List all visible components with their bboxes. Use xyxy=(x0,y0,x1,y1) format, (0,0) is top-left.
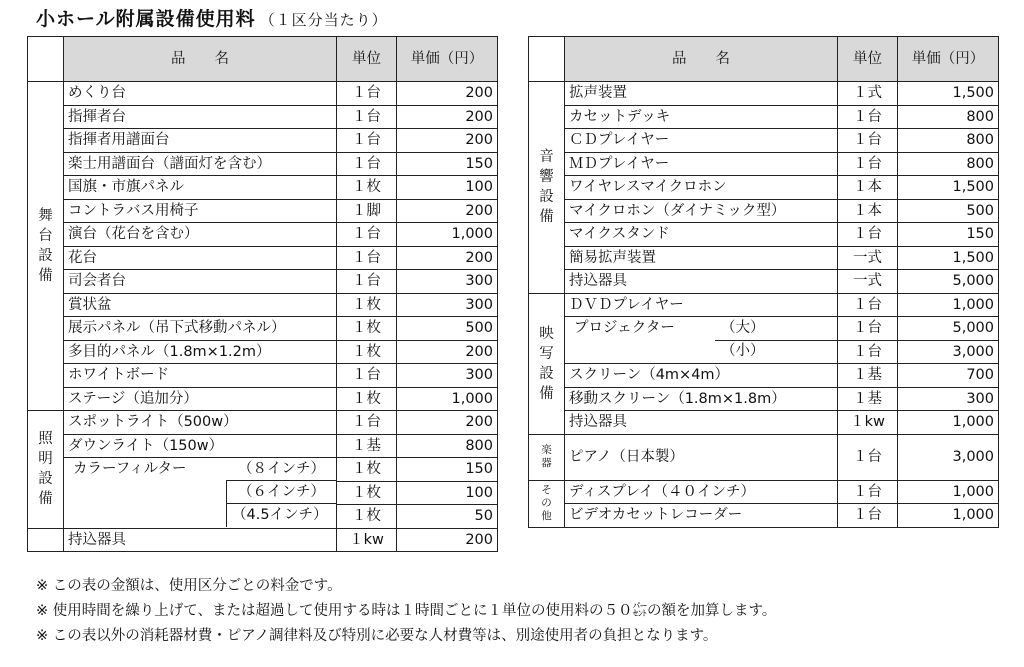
item-unit: １基 xyxy=(838,387,898,411)
filter-divider xyxy=(226,481,227,527)
item-price: 5,000 xyxy=(898,317,999,341)
item-unit: １枚 xyxy=(337,293,397,317)
item-unit: １台 xyxy=(337,364,397,388)
item-unit: １枚 xyxy=(337,176,397,200)
table-row xyxy=(28,340,498,364)
item-unit: １枚 xyxy=(337,387,397,411)
item-unit: １台 xyxy=(337,82,397,106)
item-unit: １台 xyxy=(337,411,397,435)
table-row xyxy=(28,199,498,223)
table-row xyxy=(28,387,498,411)
filter-divider xyxy=(226,503,336,504)
group-label-lighting: 照 明 設 備 xyxy=(28,411,64,529)
table-header-row xyxy=(28,37,498,82)
item-name: 持込器具 xyxy=(565,270,838,294)
table-row xyxy=(529,223,999,247)
item-name: スクリーン（4m×4m） xyxy=(565,364,838,388)
table-row xyxy=(28,129,498,153)
item-name: 展示パネル（吊下式移動パネル） xyxy=(64,317,337,341)
item-name: ＭＤプレイヤー xyxy=(565,152,838,176)
item-name: 演台（花台を含む） xyxy=(64,223,337,247)
table-row xyxy=(529,364,999,388)
table-row xyxy=(28,458,498,482)
item-price: 800 xyxy=(898,105,999,129)
item-unit: １枚 xyxy=(337,340,397,364)
item-unit: １台 xyxy=(838,317,898,341)
note-line: ※ 使用時間を繰り上げて、または超過して使用する時は１時間ごとに１単位の使用料の５０㌫の額を加算します。 xyxy=(36,603,777,619)
item-name: 国旗・市旗パネル xyxy=(64,176,337,200)
item-name: ＤＶＤプレイヤー xyxy=(565,293,838,317)
group-label-stage: 舞 台 設 備 xyxy=(28,82,64,411)
item-unit: １台 xyxy=(838,105,898,129)
item-name: マイクスタンド xyxy=(565,223,838,247)
right-fee-table xyxy=(528,36,999,528)
table-row xyxy=(28,317,498,341)
item-unit: １枚 xyxy=(337,458,397,482)
item-price: 1,500 xyxy=(898,246,999,270)
item-name: ビデオカセットレコーダー xyxy=(565,504,838,528)
item-unit: １台 xyxy=(838,223,898,247)
item-price: 200 xyxy=(397,246,498,270)
projector-label: プロジェクター xyxy=(574,320,675,336)
note-line: ※ この表の金額は、使用区分ごとの料金です。 xyxy=(36,578,342,594)
item-unit: １kw xyxy=(337,528,397,552)
table-row xyxy=(529,105,999,129)
item-price: 1,000 xyxy=(898,480,999,504)
group-label-instrument: 楽 器 xyxy=(529,434,565,480)
header-corner xyxy=(28,37,64,82)
item-name: ＣＤプレイヤー xyxy=(565,129,838,153)
table-row xyxy=(529,82,999,106)
item-name: カセットデッキ xyxy=(565,105,838,129)
item-price: 1,500 xyxy=(898,176,999,200)
item-unit: １脚 xyxy=(337,199,397,223)
title-sub: （１区分当たり） xyxy=(259,11,388,29)
item-price: 300 xyxy=(397,364,498,388)
item-name: ステージ（追加分） xyxy=(64,387,337,411)
table-row xyxy=(529,480,999,504)
color-filter-label: カラーフィルター xyxy=(73,461,187,477)
item-name: マイクロホン（ダイナミック型） xyxy=(565,199,838,223)
item-name: 多目的パネル（1.8m×1.2m） xyxy=(64,340,337,364)
group-label-sound: 音 響 設 備 xyxy=(529,82,565,294)
note-line: ※ この表以外の消耗器材費・ピアノ調律料及び特別に必要な人材費等は、別途使用者の負担となります。 xyxy=(36,628,718,644)
item-unit: １台 xyxy=(337,105,397,129)
item-unit: １台 xyxy=(337,246,397,270)
filter-size: （６インチ） xyxy=(238,484,325,500)
header-price: 単価（円） xyxy=(397,37,498,82)
item-unit: １台 xyxy=(337,270,397,294)
item-price: 200 xyxy=(397,82,498,106)
item-price: 1,000 xyxy=(397,387,498,411)
table-row xyxy=(28,270,498,294)
item-price: 700 xyxy=(898,364,999,388)
table-row xyxy=(28,246,498,270)
item-price: 500 xyxy=(397,317,498,341)
item-price: 200 xyxy=(397,528,498,552)
table-row xyxy=(28,364,498,388)
header-unit: 単位 xyxy=(838,37,898,82)
item-unit: １基 xyxy=(337,434,397,458)
table-header-row xyxy=(529,37,999,82)
item-name: ワイヤレスマイクロホン xyxy=(565,176,838,200)
item-price: 5,000 xyxy=(898,270,999,294)
item-name: 簡易拡声装置 xyxy=(565,246,838,270)
item-unit: １台 xyxy=(838,129,898,153)
table-row xyxy=(529,246,999,270)
item-unit: １台 xyxy=(838,152,898,176)
item-price: 300 xyxy=(397,293,498,317)
item-unit: １台 xyxy=(838,434,898,480)
item-unit: １本 xyxy=(838,176,898,200)
header-corner xyxy=(529,37,565,82)
item-unit: １台 xyxy=(838,340,898,364)
item-price: 300 xyxy=(898,387,999,411)
item-price: 1,000 xyxy=(898,411,999,435)
item-price: 100 xyxy=(397,176,498,200)
item-unit: １枚 xyxy=(337,317,397,341)
item-unit: １台 xyxy=(337,223,397,247)
item-price: 3,000 xyxy=(898,340,999,364)
table-row xyxy=(529,504,999,528)
table-row xyxy=(529,293,999,317)
item-price: 300 xyxy=(397,270,498,294)
item-price: 50 xyxy=(397,505,498,529)
item-name: ディスプレイ（４０インチ） xyxy=(565,480,838,504)
left-fee-table xyxy=(27,36,498,552)
group-label-other: そ の 他 xyxy=(529,480,565,527)
table-row xyxy=(28,293,498,317)
item-name: 移動スクリーン（1.8m×1.8m） xyxy=(565,387,838,411)
table-row xyxy=(529,387,999,411)
item-price: 150 xyxy=(397,152,498,176)
projector-cell xyxy=(565,317,838,364)
item-name: スポットライト（500w） xyxy=(64,411,337,435)
item-name: ピアノ（日本製） xyxy=(565,434,838,480)
projector-size: （大） xyxy=(721,320,765,336)
filter-divider xyxy=(226,480,336,481)
item-name: 指揮者台 xyxy=(64,105,337,129)
header-unit: 単位 xyxy=(337,37,397,82)
title-main: 小ホール附属設備使用料 xyxy=(36,8,256,30)
table-row xyxy=(28,528,498,552)
item-name: 花台 xyxy=(64,246,337,270)
empty-cell xyxy=(28,528,64,552)
item-name: 楽士用譜面台（譜面灯を含む） xyxy=(64,152,337,176)
item-unit: １kw xyxy=(838,411,898,435)
item-name: ホワイトボード xyxy=(64,364,337,388)
filter-size: （4.5インチ） xyxy=(232,507,328,523)
table-row xyxy=(529,152,999,176)
item-name: 指揮者用譜面台 xyxy=(64,129,337,153)
item-price: 200 xyxy=(397,411,498,435)
table-row xyxy=(529,317,999,341)
item-name: 持込器具 xyxy=(64,528,337,552)
item-unit: １枚 xyxy=(337,481,397,505)
table-row xyxy=(529,129,999,153)
item-price: 1,000 xyxy=(898,504,999,528)
item-price: 200 xyxy=(397,129,498,153)
item-unit: １本 xyxy=(838,199,898,223)
table-row xyxy=(529,434,999,480)
item-price: 1,000 xyxy=(397,223,498,247)
table-row xyxy=(529,199,999,223)
item-unit: 一式 xyxy=(838,246,898,270)
group-label-projection: 映 写 設 備 xyxy=(529,293,565,434)
header-name: 品 名 xyxy=(565,37,838,82)
table-row xyxy=(28,152,498,176)
table-row xyxy=(28,223,498,247)
item-price: 150 xyxy=(397,458,498,482)
item-name: 賞状盆 xyxy=(64,293,337,317)
item-unit: １基 xyxy=(838,364,898,388)
item-price: 150 xyxy=(898,223,999,247)
item-unit: １台 xyxy=(337,152,397,176)
table-row xyxy=(28,434,498,458)
item-price: 200 xyxy=(397,199,498,223)
item-name: コントラバス用椅子 xyxy=(64,199,337,223)
item-price: 500 xyxy=(898,199,999,223)
table-row xyxy=(28,411,498,435)
item-price: 3,000 xyxy=(898,434,999,480)
item-price: 1,500 xyxy=(898,82,999,106)
item-price: 800 xyxy=(898,129,999,153)
item-unit: １台 xyxy=(838,480,898,504)
item-name: めくり台 xyxy=(64,82,337,106)
item-price: 800 xyxy=(898,152,999,176)
item-unit: １式 xyxy=(838,82,898,106)
table-row xyxy=(529,270,999,294)
item-unit: １台 xyxy=(838,293,898,317)
header-name: 品 名 xyxy=(64,37,337,82)
item-name: 持込器具 xyxy=(565,411,838,435)
item-unit: １枚 xyxy=(337,505,397,529)
item-unit: １台 xyxy=(838,504,898,528)
table-row xyxy=(28,82,498,106)
item-price: 800 xyxy=(397,434,498,458)
item-price: 1,000 xyxy=(898,293,999,317)
color-filter-cell xyxy=(64,458,337,529)
item-name: 拡声装置 xyxy=(565,82,838,106)
table-row xyxy=(28,176,498,200)
item-name: 司会者台 xyxy=(64,270,337,294)
item-unit: 一式 xyxy=(838,270,898,294)
item-price: 200 xyxy=(397,105,498,129)
projector-size: （小） xyxy=(721,343,765,359)
page-title xyxy=(36,4,388,31)
table-row xyxy=(529,411,999,435)
table-row xyxy=(28,105,498,129)
notes xyxy=(36,574,776,649)
item-price: 200 xyxy=(397,340,498,364)
filter-size: （８インチ） xyxy=(238,461,325,477)
header-price: 単価（円） xyxy=(898,37,999,82)
item-price: 100 xyxy=(397,481,498,505)
item-name: ダウンライト（150w） xyxy=(64,434,337,458)
item-unit: １台 xyxy=(337,129,397,153)
table-row xyxy=(529,176,999,200)
